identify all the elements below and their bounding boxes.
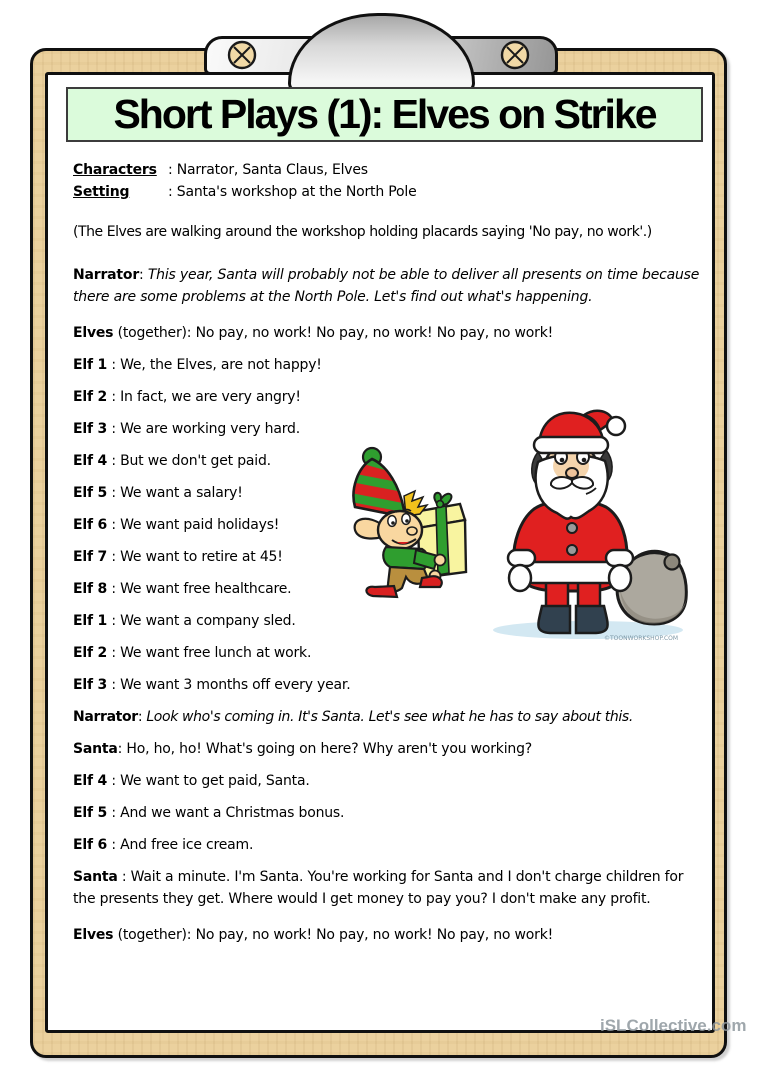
dialogue-text: And we want a Christmas bonus. [120,805,345,821]
elf-face [355,510,422,550]
speaker-label: Elves [73,927,114,943]
title-banner [66,87,703,142]
clip-dome [288,13,475,93]
speaker-label: Elf 3 [73,421,108,437]
dialogue-line [73,642,713,664]
separator: : [107,421,121,437]
separator: : [137,709,147,725]
dialogue-text: We want free lunch at work. [120,645,312,661]
speaker-label: Elf 7 [73,549,108,565]
speaker-label: Elf 5 [73,805,108,821]
speaker-label: Santa [73,741,118,757]
speaker-label: Santa [73,869,118,885]
dialogue-text: We want to retire at 45! [120,549,283,565]
dialogue-text: This year, Santa will probably not be able to deliver all presents on time because there are some problems at the North Pole. Let's find out what's happening. [73,267,700,305]
dialogue-text: But we don't get paid. [120,453,271,469]
separator: : [107,357,121,373]
toon-credit: ©TOONWORKSHOP.COM [604,635,679,642]
stage-direction: (The Elves are walking around the workshop holding placards saying 'No pay, no work'.) [73,224,652,240]
elf-hat [348,448,427,517]
separator: : [117,869,131,885]
dialogue-text: No pay, no work! No pay, no work! No pay, no work! [195,325,554,341]
dialogue-text: We, the Elves, are not happy! [120,357,322,373]
dialogue-text: And free ice cream. [120,837,254,853]
setting-value: : Santa's workshop at the North Pole [168,184,417,200]
speaker-label: Elf 4 [73,453,108,469]
dialogue-line [73,738,713,760]
separator: : [107,677,121,693]
speaker-label: Narrator [73,267,140,283]
separator: (together): [113,325,196,341]
separator: : [107,453,121,469]
setting-label: Setting [73,184,130,200]
speaker-label: Elf 2 [73,389,108,405]
separator: (together): [113,927,196,943]
elf-illustration [348,446,472,600]
dialogue-line [73,354,713,376]
separator: : [107,837,121,853]
dialogue-text: We want a company sled. [120,613,296,629]
separator: : [107,581,121,597]
elf-body [366,547,445,597]
dialogue-line [73,834,713,856]
page-title: Short Plays (1): Elves on Strike [113,91,656,137]
setting-row [73,181,713,203]
separator: : [107,773,121,789]
separator: : [139,267,148,283]
speaker-label: Narrator [73,709,138,725]
dialogue-line [73,322,713,344]
islcollective-watermark: iSLCollective.com [600,1016,747,1035]
separator: : [107,389,121,405]
speaker-label: Elf 2 [73,645,108,661]
separator: : [107,517,121,533]
separator: : [107,645,121,661]
dialogue-text: In fact, we are very angry! [120,389,301,405]
dialogue-text: We are working very hard. [120,421,300,437]
dialogue-text: We want a salary! [120,485,243,501]
characters-row [73,159,713,181]
dialogue-line [73,674,713,696]
dialogue-line [73,706,713,728]
separator: : [117,741,127,757]
dialogue-text: We want to get paid, Santa. [120,773,310,789]
dialogue-line [73,802,713,824]
screw-icon [500,40,530,70]
separator: : [107,805,121,821]
speaker-label: Elf 6 [73,837,108,853]
dialogue-line [73,264,713,308]
speaker-label: Elf 6 [73,517,108,533]
separator: : [107,549,121,565]
separator: : [107,613,121,629]
characters-label: Characters [73,162,157,178]
speaker-label: Elf 8 [73,581,108,597]
speaker-label: Elf 1 [73,357,108,373]
screw-icon [227,40,257,70]
dialogue-text: No pay, no work! No pay, no work! No pay, no work! [195,927,554,943]
separator: : [107,485,121,501]
dialogue-text: We want free healthcare. [120,581,292,597]
dialogue-line [73,866,703,910]
santa-illustration [486,404,701,644]
dialogue-text: Look who's coming in. It's Santa. Let's see what he has to say about this. [146,709,633,725]
dialogue-text: We want 3 months off every year. [120,677,351,693]
dialogue-text: We want paid holidays! [120,517,280,533]
dialogue-line [73,770,713,792]
characters-value: : Narrator, Santa Claus, Elves [168,162,368,178]
speaker-label: Elf 4 [73,773,108,789]
speaker-label: Elf 5 [73,485,108,501]
speaker-label: Elves [73,325,114,341]
speaker-label: Elf 1 [73,613,108,629]
dialogue-line [73,924,713,946]
speaker-label: Elf 3 [73,677,108,693]
dialogue-text: Wait a minute. I'm Santa. You're working for Santa and I don't charge children for the presents they get. Where would I get money to pay you? I don't make any profit. [73,869,684,907]
santa-head [532,411,625,519]
dialogue-text: Ho, ho, ho! What's going on here? Why aren't you working? [126,741,532,757]
